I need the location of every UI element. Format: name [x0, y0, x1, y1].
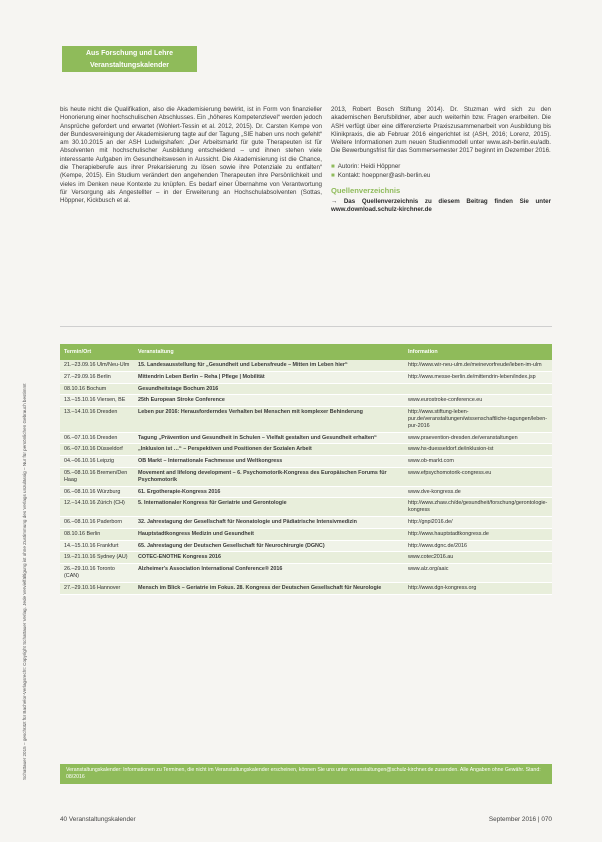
row-event: Movement and lifelong development – 6. Psychomotorik-Kongress des Europäischen Forums für Psychomotorik [134, 467, 404, 486]
table-row [60, 395, 552, 407]
row-event: 25th European Stroke Conference [134, 395, 404, 407]
right-text-column [331, 106, 551, 215]
row-event: 61. Ergotherapie-Kongress 2016 [134, 486, 404, 498]
table-header-row [60, 344, 552, 360]
page-footer [60, 816, 552, 823]
row-event: 65. Jahrestagung der Deutschen Gesellschaft für Neurochirurgie (DGNC) [134, 540, 404, 552]
section-badge-line-2: Veranstaltungskalender [90, 62, 169, 69]
section-divider [60, 326, 552, 327]
header-date: Termin/Ort [60, 344, 134, 360]
sources-link[interactable]: → Das Quellenverzeichnis zu diesem Beitrag finden Sie unter www.download.schulz-kirchner.de [331, 198, 551, 214]
row-event: Alzheimer's Association International Conference® 2016 [134, 564, 404, 583]
author-line: ■ Autorin: Heidi Höppner [331, 162, 401, 170]
row-info[interactable]: www.alz.org/aaic [404, 564, 552, 583]
row-event: Gesundheitstage Bochum 2016 [134, 383, 404, 395]
row-info[interactable]: www.eurostroke-conference.eu [404, 395, 552, 407]
copyright-side-note: Schattauer 2015 – geschützt für Bachelor-Verlagsrecht: Copyright Schattauer Verlag. Jede Vervielfältigung ist ohne Zustimmung des Verlags unzulässig – Nur für persönlichen Gebrauch bestimmt [22, 383, 27, 780]
table-row [60, 371, 552, 383]
row-event: Leben pur 2016: Herausforderndes Verhalten bei Menschen mit komplexer Behinderung [134, 407, 404, 432]
table-row [60, 552, 552, 564]
row-date: 05.–08.10.16 Bremen/Den Haag [60, 467, 134, 486]
section-badge-line-1: Aus Forschung und Lehre [85, 50, 174, 57]
row-info[interactable]: http://www.stiftung-leben-pur.de/veranstaltungen/wissenschaftliche-tagungen/leben-pur-2016 [404, 407, 552, 432]
header-event: Veranstaltung [134, 344, 404, 360]
contact-line: ■ Kontakt: hoeppner@ash-berlin.eu [331, 171, 431, 179]
row-event: 15. Landesausstellung für „Gesundheit und Lebensfreude – Mitten im Leben hier“ [134, 360, 404, 371]
row-event: Mensch im Blick – Geriatrie im Fokus. 28. Kongress der Deutschen Gesellschaft für Neurologie [134, 582, 404, 594]
table-row [60, 360, 552, 371]
row-date: 08.10.16 Berlin [60, 528, 134, 540]
row-date: 06.–07.10.16 Dresden [60, 432, 134, 444]
row-info[interactable]: http://www.hauptstadtkongress.de [404, 528, 552, 540]
row-info[interactable]: http://www.zhaw.ch/de/gesundheit/forschung/gerontologie-kongress [404, 498, 552, 517]
row-date: 14.–15.10.16 Frankfurt [60, 540, 134, 552]
header-info: Information [404, 344, 552, 360]
row-event: Tagung „Prävention und Gesundheit in Schulen – Vielfalt gestalten und Gesundheit erhalten“ [134, 432, 404, 444]
right-paragraph: 2013, Robert Bosch Stiftung 2014). Dr. Stuzman wird sich zu den akademischen Berufsbildner, aber auch weiterhin bzw. Fragen erarbeiten. Die ASH verfügt über eine differenzierte Praxiszusammenarbeit von Ausbildung bis Klinikpraxis, die ab Februar 2016 eingerichtet ist (ASH, 2016; Lorenz, 2015). Weitere Informationen zum neuen Studienmodell unter www.ash-berlin.eu/adb. Die Bewerbungsfrist für das Sommersemester 2017 beginnt im Dezember 2016. [331, 106, 551, 155]
footer-left: 40 Veranstaltungskalender [60, 816, 136, 823]
row-date: 12.–14.10.16 Zürich (CH) [60, 498, 134, 517]
square-bullet-icon: ■ [331, 171, 335, 179]
row-event: 32. Jahrestagung der Gesellschaft für Neonatologie und Pädiatrische Intensivmedizin [134, 516, 404, 528]
row-event: „Inklusion ist …“ – Perspektiven und Positionen der Sozialen Arbeit [134, 444, 404, 456]
row-date: 26.–29.10.16 Toronto (CAN) [60, 564, 134, 583]
row-info[interactable]: http://www.wir-neu-ulm.de/meinevorfreude/leben-im-ulm [404, 360, 552, 371]
sources-heading: Quellenverzeichnis [331, 185, 401, 195]
table-row [60, 582, 552, 594]
calendar-footnote: Veranstaltungskalender: Informationen zu Terminen, die nicht im Veranstaltungskalender erscheinen, können Sie uns unter veranstaltungen@schulz-kirchner.de zusenden. Alle Angaben ohne Gewähr. Stand: 08/2016 [60, 764, 552, 784]
row-date: 06.–07.10.16 Düsseldorf [60, 444, 134, 456]
left-text-column [60, 106, 322, 206]
table-row [60, 444, 552, 456]
table-row [60, 467, 552, 486]
row-date: 27.–29.09.16 Berlin [60, 371, 134, 383]
table-row [60, 498, 552, 517]
table-row [60, 383, 552, 395]
row-date: 19.–21.10.16 Sydney (AU) [60, 552, 134, 564]
table-row [60, 516, 552, 528]
table-row [60, 486, 552, 498]
table-row [60, 564, 552, 583]
row-event: OB Markt – Internationale Fachmesse und Weltkongress [134, 456, 404, 468]
author-contact [331, 162, 551, 180]
row-date: 21.–23.09.16 Ulm/Neu-Ulm [60, 360, 134, 371]
row-info[interactable]: www.dve-kongress.de [404, 486, 552, 498]
left-paragraph: bis heute nicht die Qualifikation, also die Akademisierung bewirkt, ist in Form von finanzieller Honorierung einer hochschulischen Abschlusses. Ein „höheres Kompetenzlevel“ werden jedoch Ansprüche gefordert und erwartet (Wohlert-Tessin et al. 2012, 2015). Dr. Carsten Kempe von der Bundesvereinigung der Akademisierung tagte auf der Tagung „SIE haben uns noch gefehlt“ am 30.10.2015 an der ASH Ludwigshafen: „Der Arbeitsmarkt für gute Therapeuten ist für Absolventen mit hochschulischer Ausbildung entscheidend – und ihnen stehen viele interessante Aufgaben im Gesundheitswesen in Aussicht. Die Akademisierung ist die Chance, die Therapieberufe aus ihrer Prekarisierung zu lösen sowie ihre Potenziale zu entfalten“ (Kempe, 2015). Ein Studium verändert den angehenden Therapeuten ihre Persönlichkeit und vieles im Denken neue Kontexte zu knüpfen. Es bedarf einer Übernahme von Verantwortung für Versorgung als Angestellter – in der Erweiterung an Hochschulabsolventen (Sottas, Höppner, Kickbusch et al. [60, 106, 322, 205]
row-date: 06.–08.10.16 Paderborn [60, 516, 134, 528]
row-info[interactable]: www.hs-duesseldorf.de/inklusion-ist [404, 444, 552, 456]
table-row [60, 456, 552, 468]
row-info[interactable]: www.cotec2016.au [404, 552, 552, 564]
row-date: 06.–08.10.16 Würzburg [60, 486, 134, 498]
section-badge [62, 46, 197, 72]
row-event: 5. Internationaler Kongress für Geriatrie und Gerontologie [134, 498, 404, 517]
square-bullet-icon: ■ [331, 162, 335, 170]
row-date: 27.–29.10.16 Hannover [60, 582, 134, 594]
row-info[interactable] [404, 383, 552, 395]
row-info[interactable]: www.efpsychomotorik-congress.eu [404, 467, 552, 486]
table-row [60, 407, 552, 432]
table-row [60, 540, 552, 552]
row-event: COTEC-ENOTHE Kongress 2016 [134, 552, 404, 564]
row-info[interactable]: http://www.dgn-kongress.org [404, 582, 552, 594]
row-info[interactable]: www.praevention-dresden.de/veranstaltungen [404, 432, 552, 444]
row-event: Mittendrin Leben Berlin – Reha | Pflege | Mobilität [134, 371, 404, 383]
row-info[interactable]: http://www.messe-berlin.de/mittendrin-leben/index.jsp [404, 371, 552, 383]
row-info[interactable]: www.ob-markt.com [404, 456, 552, 468]
row-date: 13.–14.10.16 Dresden [60, 407, 134, 432]
events-table [60, 344, 552, 595]
table-row [60, 432, 552, 444]
row-date: 08.10.16 Bochum [60, 383, 134, 395]
row-info[interactable]: http://gnpi2016.de/ [404, 516, 552, 528]
row-date: 13.–15.10.16 Viersen, BE [60, 395, 134, 407]
row-info[interactable]: http://www.dgnc.de/2016 [404, 540, 552, 552]
row-date: 04.–06.10.16 Leipzig [60, 456, 134, 468]
footer-right: September 2016 | 070 [488, 816, 552, 823]
table-row [60, 528, 552, 540]
row-event: Hauptstadtkongress Medizin und Gesundheit [134, 528, 404, 540]
